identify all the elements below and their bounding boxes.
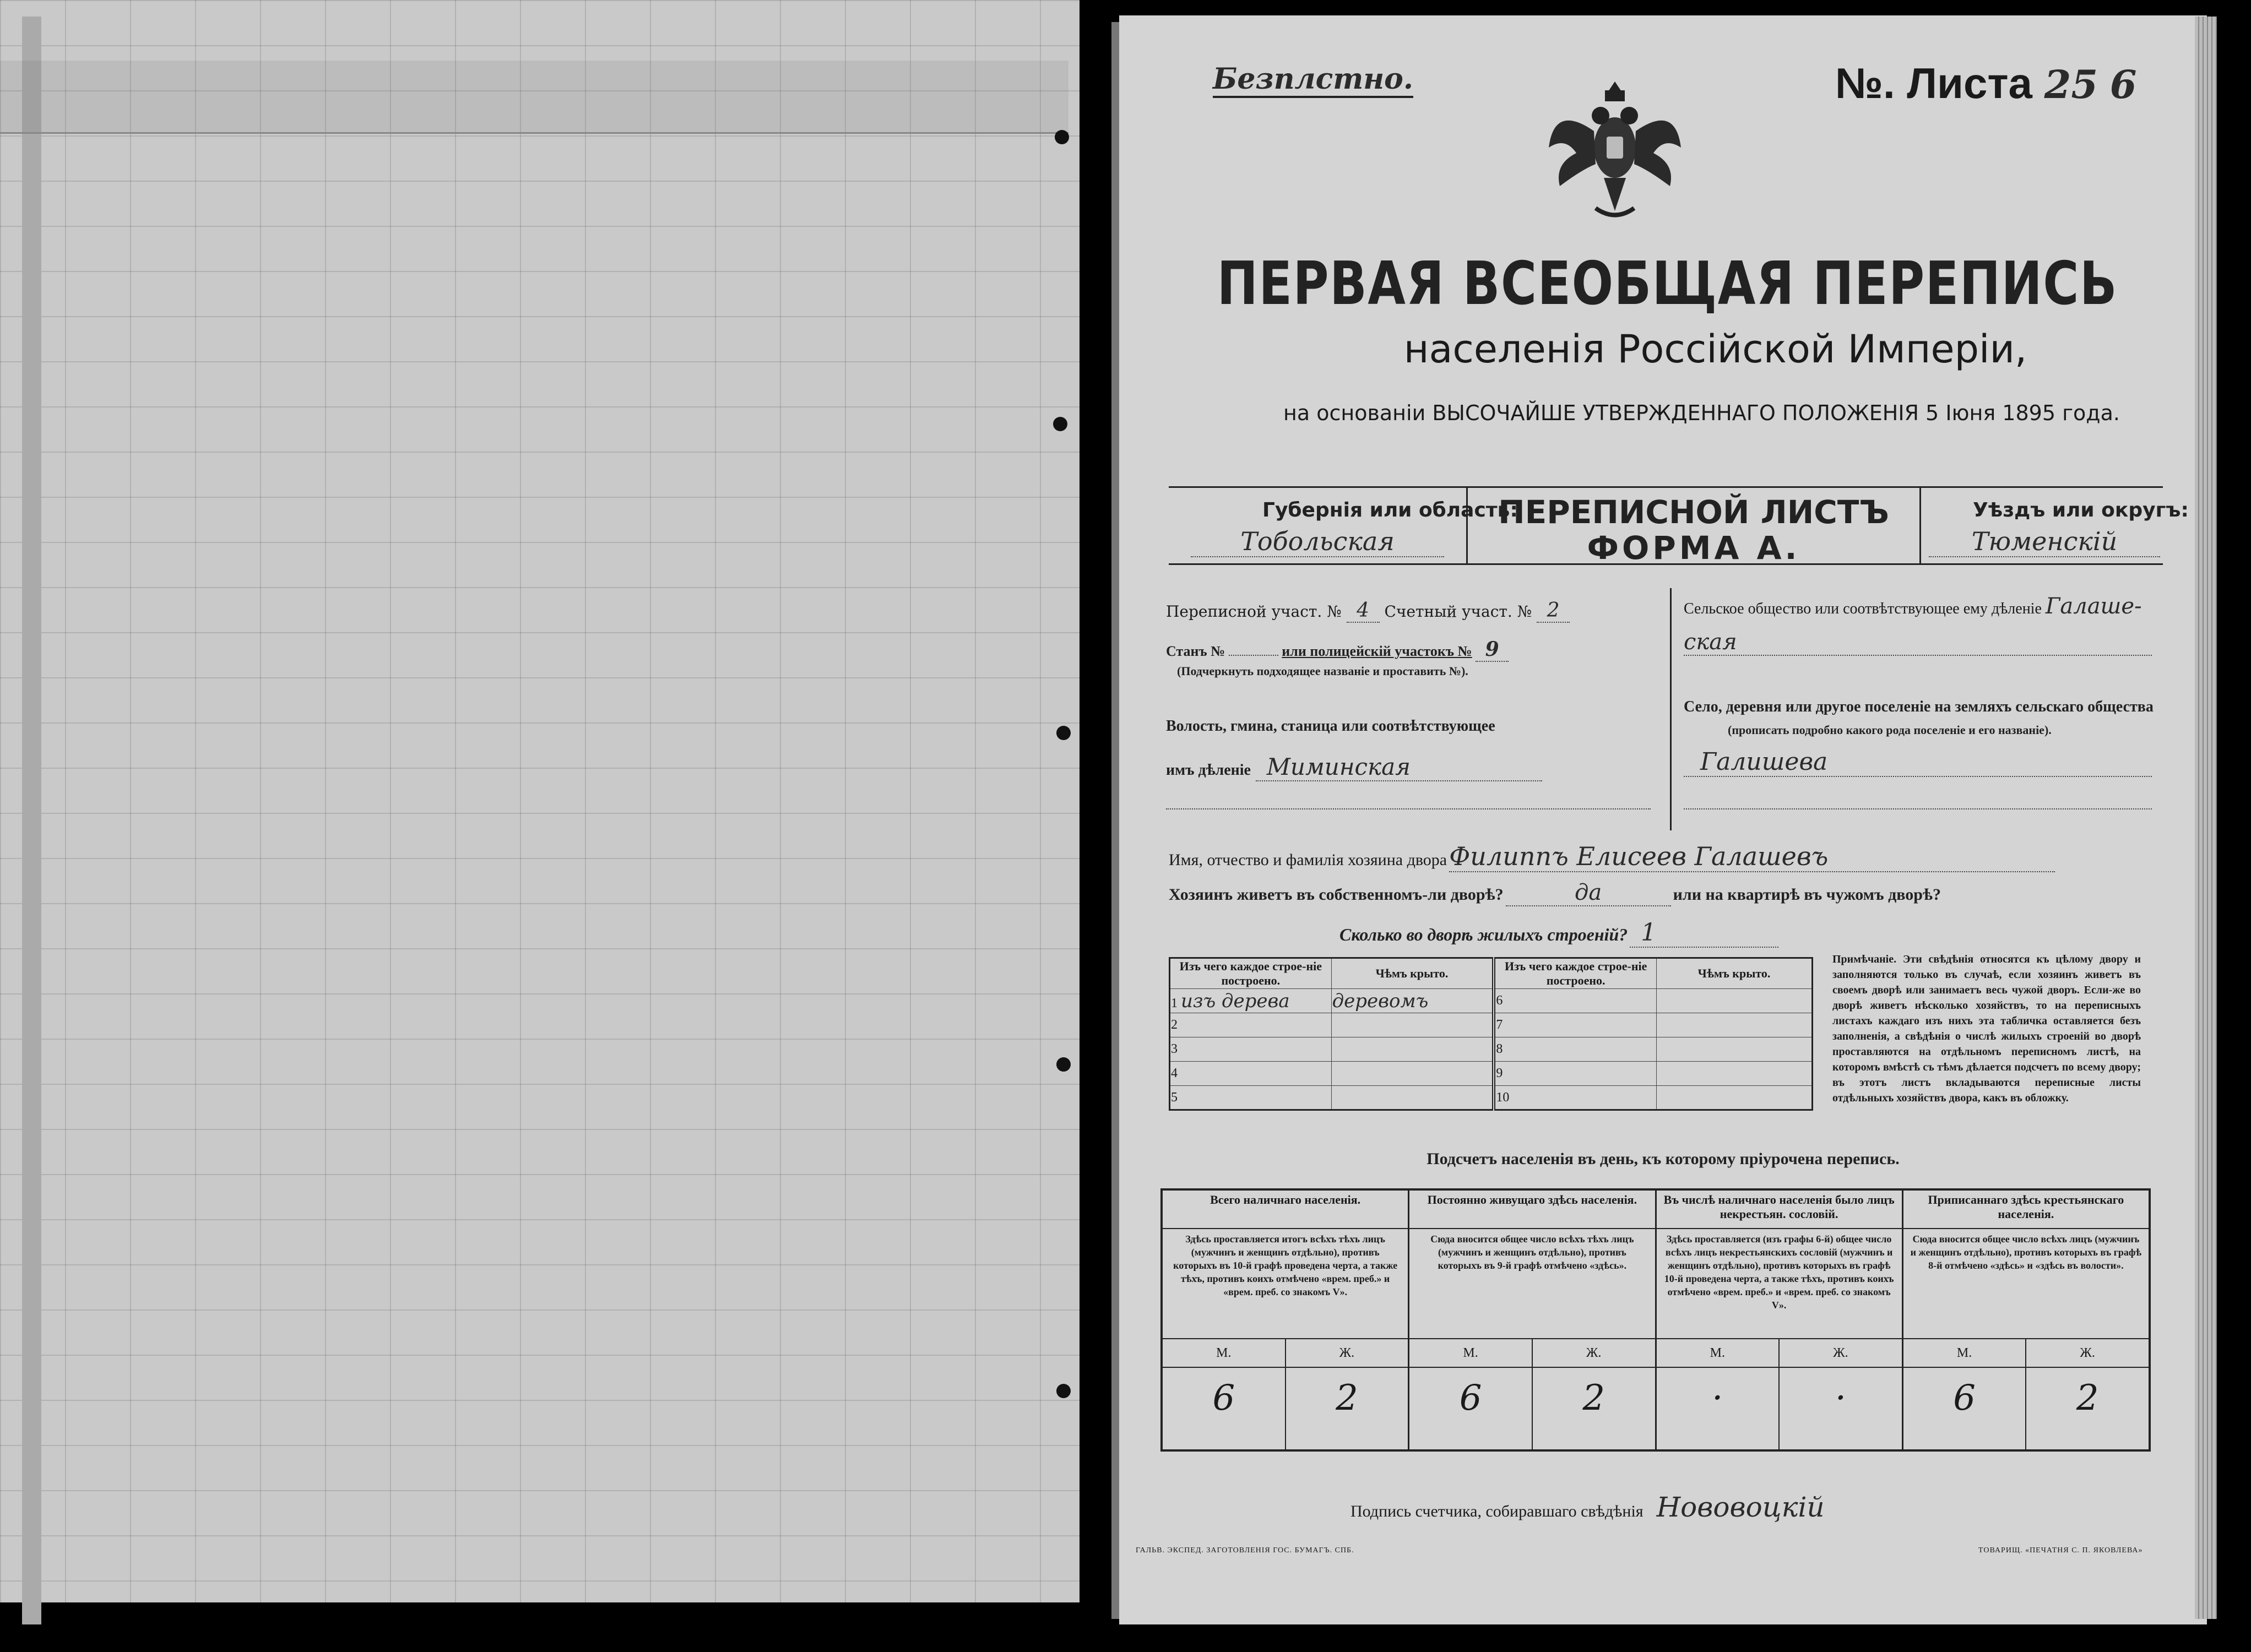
schetny-label: Счетный участ. № [1384,602,1532,621]
count-table [1160,1188,2151,1452]
col-built-header-2: Изъ чего каждое строе-ніе построено. [1494,958,1656,989]
form-header-row [1169,486,2189,567]
left-page-edge [22,17,41,1624]
row-number: 3 [1170,1037,1332,1062]
form-name: ФОРМА А. [1587,529,1800,567]
count-values-row [1163,1368,1408,1449]
male-count: 6 [1212,1378,1235,1419]
count-column-header: Въ числѣ наличнаго населенія было лицъ некрестьян. сословій. [1657,1191,1902,1229]
count-values-row [1409,1368,1655,1449]
divider [1169,563,2163,565]
selo-hint: (прописать подробно какого рода поселеніе и его названіе). [1728,723,2052,737]
uchastok-value: 4 [1347,599,1380,623]
binding-hole [1056,1057,1071,1072]
count-values-row [1903,1368,2149,1449]
male-label: М. [1956,1346,1972,1360]
table-row [1170,1037,1813,1062]
selo-label: Село, деревня или другое поселеніе на земляхъ сельскаго общества [1684,698,2154,715]
sheet-number-extra: 6 [2109,62,2137,107]
sheet-number-value: 25 [2044,62,2098,107]
count-column-description: Сюда вносится общее число всѣхъ тѣхъ лицъ (мужчинъ и женщинъ отдѣльно), противъ которыхъ въ 9-й графѣ отмѣчено «здѣсь». [1409,1229,1655,1339]
buildings-count-value: 1 [1630,919,1778,948]
obshchestvo-row [1684,594,2142,619]
police-uchastok-label: или полицейскій участокъ № [1282,643,1472,659]
gubernia-value: Тобольская [1191,526,1444,557]
uchastok-label: Переписной участ. № [1166,602,1342,621]
basis-line: на основаніи ВЫСОЧАЙШЕ УТВЕРЖДЕННАГО ПОЛОЖЕНІЯ 5 Іюня 1895 года. [1283,401,2120,425]
main-title: ПЕРВАЯ ВСЕОБЩАЯ ПЕРЕПИСЬ [1217,249,2118,318]
female-count: 2 [1532,1368,1655,1449]
row-number: 9 [1494,1062,1656,1086]
rent-label: или на квартирѣ въ чужомъ дворѣ? [1673,885,1941,904]
owner-row [1169,841,2160,872]
uchastok-row [1166,599,1570,623]
female-count: · [1778,1368,1902,1449]
schetny-value: 2 [1537,599,1570,623]
uezd-label: Уѣздъ или округъ: [1973,499,2189,521]
female-count: 2 [2025,1368,2149,1449]
col-built-header: Изъ чего каждое строе-ніе построено. [1170,958,1332,989]
buildings-count-row [1339,919,1778,948]
imperial-eagle-emblem [1543,70,1686,236]
location-fields-right [1684,583,2168,825]
row-number: 2 [1170,1013,1332,1037]
col-roof-header: Чѣмъ крыто. [1331,958,1494,989]
male-count: · [1712,1378,1723,1419]
sex-label-row [1657,1339,1902,1368]
owner-value: Филиппъ Елисеев Галашевъ [1449,841,2055,872]
count-column-header: Приписаннаго здѣсь крестьянскаго населенія. [1903,1191,2149,1229]
col-roof-header-2: Чѣмъ крыто. [1657,958,1813,989]
own-yard-label: Хозяинъ живетъ въ собственномъ-ли дворѣ? [1169,885,1504,904]
binding-hole [1056,1384,1071,1398]
sheet-number-label: №. Листа [1835,59,2032,107]
binding-hole [1056,726,1071,740]
selo-value: Галишева [1684,748,2152,777]
obshchestvo-label: Сельское общество или соотвѣтствующее ему дѣленіе [1684,600,2042,617]
own-yard-value: да [1506,880,1671,906]
female-count: 2 [1285,1368,1408,1449]
uezd-value: Тюменскій [1929,526,2160,557]
table-row [1170,1086,1813,1110]
volost-row [1166,753,1651,781]
male-label: М. [1710,1346,1725,1360]
sex-label-row [1163,1339,1408,1368]
count-column [1655,1191,1902,1449]
signature-value: Нововоцкій [1656,1491,1825,1523]
table-row [1170,1062,1813,1086]
table-row [1170,1013,1813,1037]
stan-hint: (Подчеркнуть подходящее названіе и проставить №). [1177,664,1468,678]
volost-label2: имъ дѣленіе [1166,762,1251,779]
left-page-faded-header [0,61,1068,134]
obshchestvo-value: Галаше- [2045,594,2142,619]
stan-label: Станъ № [1166,643,1225,659]
row-number: 8 [1494,1037,1656,1062]
female-label: Ж. [1532,1339,1655,1367]
count-column [1163,1191,1408,1449]
sex-label-row [1903,1339,2149,1368]
count-title: Подсчетъ населенія въ день, къ которому пріурочена перепись. [1426,1150,1900,1168]
location-fields-left [1166,583,1664,825]
form-title-box [1466,488,1921,565]
sex-label-row [1409,1339,1655,1368]
female-label: Ж. [1778,1339,1902,1367]
binding-hole [1053,417,1067,431]
male-label: М. [1463,1346,1478,1360]
female-label: Ж. [2025,1339,2149,1367]
signature-row [1350,1491,1825,1523]
left-page [0,0,1080,1602]
left-imprint: ГАЛЬВ. ЭКСПЕД. ЗАГОТОВЛЕНІЯ ГОС. БУМАГЪ. СПБ. [1136,1546,1354,1555]
volost-value: Миминская [1256,753,1542,781]
built-value: изъ дерева [1181,990,1290,1012]
book-spine [1111,22,1119,1619]
obshchestvo-value2: ская [1684,629,2152,656]
fields-divider [1670,588,1672,830]
right-page-stack-edge [2195,17,2217,1619]
male-label: М. [1216,1346,1232,1360]
subtitle: населенія Россійской Имперіи, [1403,327,2027,372]
count-column-header: Постоянно живущаго здѣсь населенія. [1409,1191,1655,1229]
count-column-description: Здѣсь проставляется (изъ графы 6-й) общее число всѣхъ лицъ некрестьянскихъ сословій (мужчинъ и женщинъ отдѣльно), противъ которыхъ въ графѣ 10-й проведена черта, а также тѣхъ, противъ коихъ отмѣчено «врем. преб.» и «врем. преб. со знакомъ V». [1657,1229,1902,1339]
row-number: 4 [1170,1062,1332,1086]
male-count: 6 [1953,1378,1976,1419]
buildings-table [1169,957,1813,1111]
gubernia-label: Губернія или область: [1262,499,1518,521]
volost-extra-line [1166,808,1651,809]
sheet-number [1835,58,2136,108]
count-values-row [1657,1368,1902,1449]
male-count: 6 [1459,1378,1482,1419]
volost-label: Волость, гмина, станица или соотвѣтствующее [1166,718,1495,735]
own-yard-row [1169,880,2160,906]
row-number: 10 [1494,1086,1656,1110]
stan-value: 9 [1476,638,1509,662]
form-title: ПЕРЕПИСНОЙ ЛИСТЪ [1498,493,1889,531]
buildings-note: Примѣчаніе. Эти свѣдѣнія относятся къ цѣлому двору и заполняются только въ случаѣ, если хозяинъ живетъ въ своемъ дворѣ или занимаетъ весь чужой дворъ. Если-же во дворѣ живетъ нѣсколько хозяйствъ, то на переписныхъ листахъ каждаго изъ нихъ эта табличка оставляется безъ заполненія, а свѣдѣнія о числѣ жилыхъ строеній во дворѣ проставляются на отдѣльномъ переписномъ листѣ, на которомъ вмѣстѣ съ тѣмъ дѣлается подсчетъ по всему двору; въ этотъ листъ вкладываются переписные листы отдѣльныхъ хозяйствъ двора, какъ въ обложку. [1832,953,2141,1104]
binding-hole [1055,130,1069,144]
census-form-page [1119,15,2207,1624]
count-column-description: Здѣсь проставляется итогъ всѣхъ тѣхъ лицъ (мужчинъ и женщинъ отдѣльно), противъ которыхъ въ 10-й графѣ проведена черта, а также тѣхъ, противъ коихъ отмѣчено «врем. преб.» и «врем. преб. со знакомъ V». [1163,1229,1408,1339]
count-column [1902,1191,2149,1449]
female-label: Ж. [1285,1339,1408,1367]
stan-row [1166,638,1509,662]
owner-label: Имя, отчество и фамилія хозяина двора [1169,851,1447,869]
table-row: 1 изъ дерева деревомъ 6 [1170,989,1813,1013]
right-imprint: ТОВАРИЩ. «ПЕЧАТНЯ С. П. ЯКОВЛЕВА» [1978,1546,2143,1555]
count-column-header: Всего наличнаго населенія. [1163,1191,1408,1229]
selo-extra-line [1684,808,2152,809]
row-number: 6 [1494,989,1656,1013]
stamp-text: Безплстно. [1213,62,1413,98]
buildings-count-label: Сколько во дворѣ жилыхъ строеній? [1339,925,1628,944]
row-number: 7 [1494,1013,1656,1037]
count-column-description: Сюда вносится общее число всѣхъ лицъ (мужчинъ и женщинъ отдѣльно), противъ которыхъ въ графѣ 8-й отмѣчено «здѣсь» и «здѣсь въ волости». [1903,1229,2149,1339]
roof-value: деревомъ [1331,989,1494,1013]
row-number: 5 [1170,1086,1332,1110]
signature-label: Подпись счетчика, собиравшаго свѣдѣнія [1350,1502,1643,1520]
count-column [1408,1191,1655,1449]
